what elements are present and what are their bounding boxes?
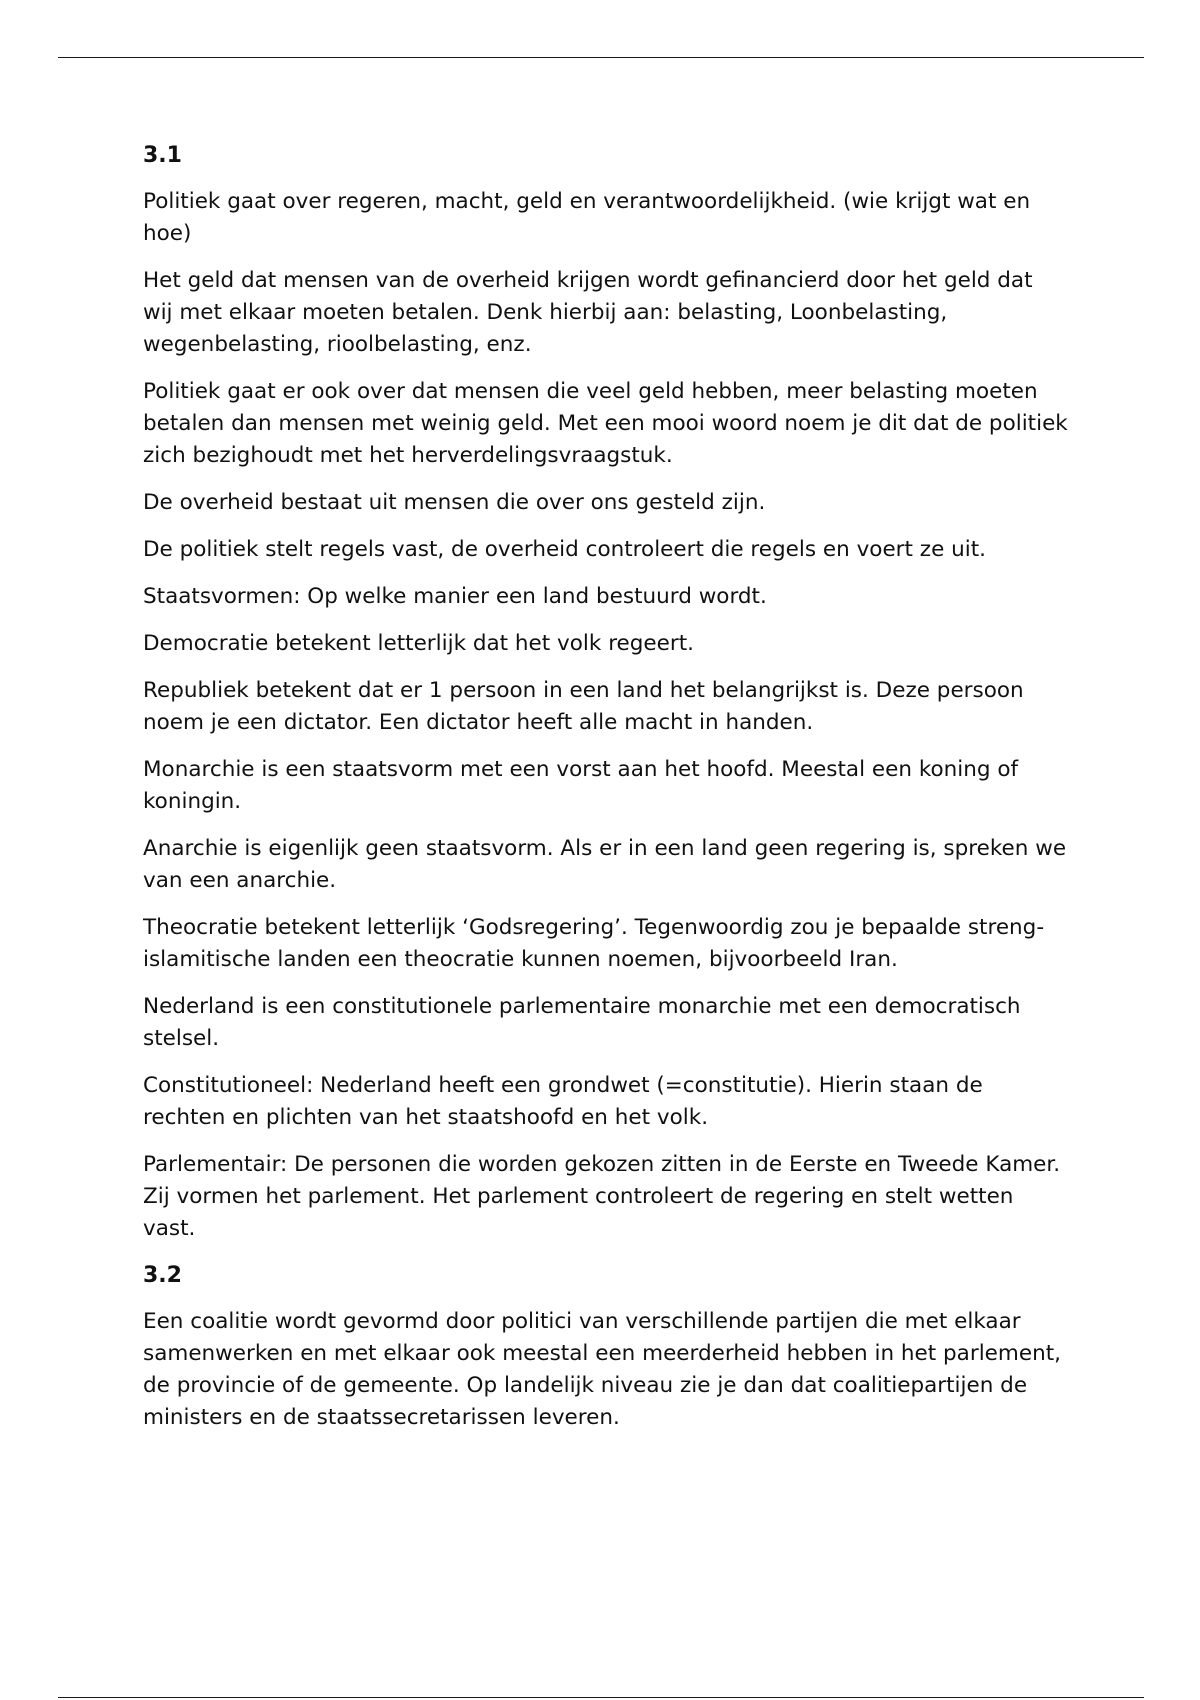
- section-3-2: [143, 1260, 1068, 1434]
- bottom-rule: [58, 1697, 1144, 1698]
- paragraph: Monarchie is een staatsvorm met een vorst aan het hoofd. Meestal een koning of koningin.: [143, 757, 1019, 814]
- paragraph: Constitutioneel: Nederland heeft een grondwet (=constitutie). Hierin staan de rechten en plichten van het staatshoofd en het volk.: [143, 1073, 983, 1130]
- paragraph: Parlementair: De personen die worden gekozen zitten in de Eerste en Tweede Kamer. Zij vormen het parlement. Het parlement controleert de regering en stelt wetten vast.: [143, 1152, 1061, 1241]
- section-heading: 3.1: [143, 143, 182, 168]
- paragraph: Staatsvormen: Op welke manier een land bestuurd wordt.: [143, 584, 767, 609]
- paragraph: Anarchie is eigenlijk geen staatsvorm. Als er in een land geen regering is, spreken we van een anarchie.: [143, 836, 1067, 893]
- section-heading: 3.2: [143, 1263, 182, 1288]
- top-rule: [58, 57, 1144, 58]
- paragraph: Een coalitie wordt gevormd door politici van verschillende partijen die met elkaar samenwerken en met elkaar ook meestal een meerderheid hebben in het parlement, de provincie of de gemeente. Op landelijk niveau zie je dan dat coalitiepartijen de ministers en de staatssecretarissen leveren.: [143, 1309, 1061, 1430]
- paragraph: Politiek gaat over regeren, macht, geld en verantwoordelijkheid. (wie krijgt wat en hoe): [143, 189, 1031, 246]
- section-3-1: [143, 140, 1068, 1245]
- paragraph: Het geld dat mensen van de overheid krijgen wordt gefinancierd door het geld dat wij met elkaar moeten betalen. Denk hierbij aan: belasting, Loonbelasting, wegenbelasting, rioolbelasting, enz.: [143, 268, 1033, 357]
- paragraph: Theocratie betekent letterlijk ‘Godsregering’. Tegenwoordig zou je bepaalde streng-islamitische landen een theocratie kunnen noemen, bijvoorbeeld Iran.: [143, 915, 1045, 972]
- paragraph: Democratie betekent letterlijk dat het volk regeert.: [143, 631, 694, 656]
- paragraph: Politiek gaat er ook over dat mensen die veel geld hebben, meer belasting moeten betalen dan mensen met weinig geld. Met een mooi woord noem je dit dat de politiek zich bezighoudt met het herverdelingsvraagstuk.: [143, 379, 1068, 468]
- paragraph: De overheid bestaat uit mensen die over ons gesteld zijn.: [143, 490, 766, 515]
- paragraph: Nederland is een constitutionele parlementaire monarchie met een democratisch stelsel.: [143, 994, 1021, 1051]
- paragraph: De politiek stelt regels vast, de overheid controleert die regels en voert ze uit.: [143, 537, 986, 562]
- paragraph: Republiek betekent dat er 1 persoon in een land het belangrijkst is. Deze persoon noem je een dictator. Een dictator heeft alle macht in handen.: [143, 678, 1024, 735]
- document-body: [143, 140, 1068, 1449]
